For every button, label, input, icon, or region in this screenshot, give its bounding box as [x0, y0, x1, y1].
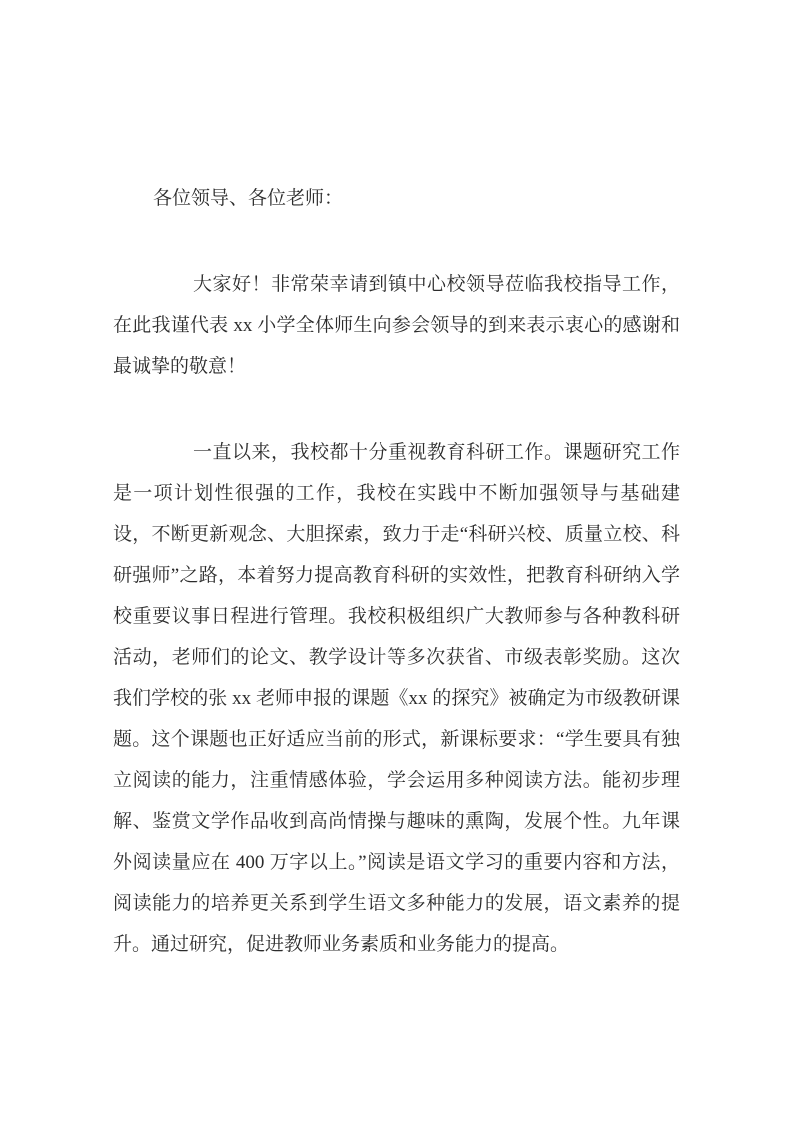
paragraph-research-body: 一直以来，我校都十分重视教育科研工作。课题研究工作是一项计划性很强的工作，我校在实践中不断加强领导与基础建设，不断更新观念、大胆探索，致力于走“科研兴校、质量立校、科研强师”之路，本着努力提高教育科研的实效性，把教育科研纳入学校重要议事日程进行管理。我校积极组织广大教师参与各种教科研活动，老师们的论文、教学设计等多次获省、市级表彰奖励。这次我们学校的张 xx 老师申报的课题《xx 的探究》被确定为市级教研课题。这个课题也正好适应当前的形式，新课标要求：“学生要具有独立阅读的能力，注重情感体验，学会运用多种阅读方法。能初步理解、鉴赏文学作品收到高尚情操与趣味的熏陶，发展个性。九年课外阅读量应在 400 万字以上。”阅读是语文学习的重要内容和方法，阅读能力的培养更关系到学生语文多种能力的发展，语文素养的提升。通过研究，促进教师业务素质和业务能力的提高。 [113, 442, 680, 955]
salutation-line: 各位领导、各位老师： [153, 188, 344, 209]
paragraph-greeting: 大家好！非常荣幸请到镇中心校领导莅临我校指导工作，在此我谨代表 xx 小学全体师生向参会领导的到来表示衷心的感谢和最诚挚的敬意！ [113, 274, 680, 377]
